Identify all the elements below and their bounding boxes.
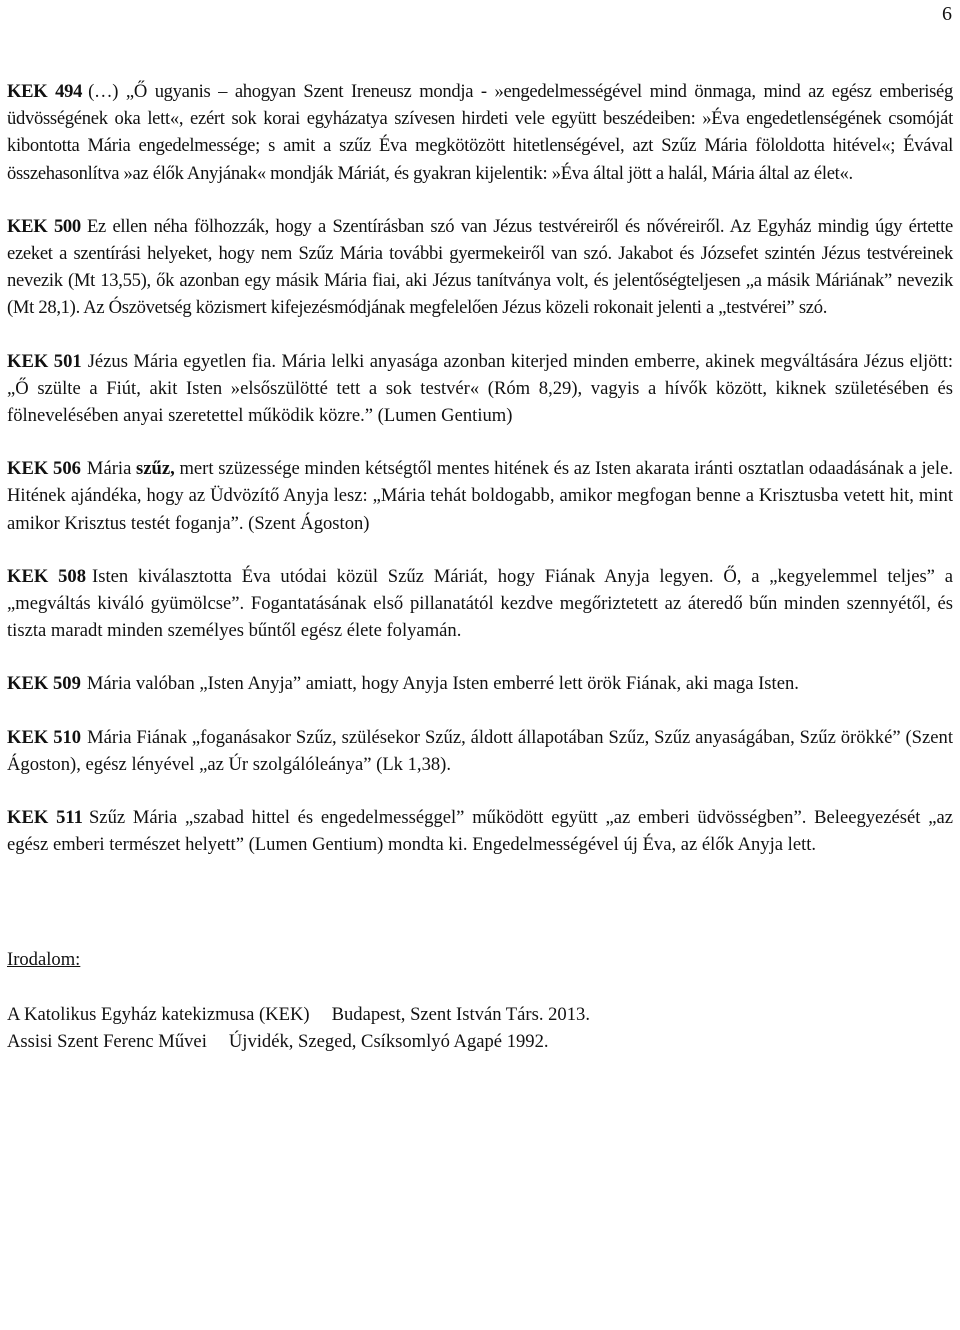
paragraph-kek-511 (7, 804, 953, 858)
paragraph-kek-509 (7, 670, 953, 697)
kek-label: KEK 509 (7, 673, 81, 695)
document-body (7, 78, 953, 1055)
literature-details: Budapest, Szent István Társ. 2013. (331, 1003, 590, 1025)
kek-label: KEK 510 (7, 726, 82, 748)
kek-label: KEK 494 (7, 81, 83, 102)
paragraph-text: (…) „Ő ugyanis – ahogyan Szent Ireneusz mondja - »engedelmességével mind önmaga, mind az egész emberiség üdvösségének oka lett«, ezért sok korai egyházatya szívesen hirdeti vele együtt beszédeiben: »Éva engedetlenségének csomóját kibontotta Mária engedelmessége; s amit a szűz Éva megkötözött hitetlenségével, azt Szűz Mária föloldotta hitével«; Évával összehasonlítva »az élők Anyjának« mondják Máriát, és gyakran kijelentik: »Éva által jött a halál, Mária által az élet«. (7, 81, 953, 184)
paragraph-text: Mária valóban „Isten Anyja” amiatt, hogy Anyja Isten emberré lett örök Fiának, aki maga Isten. (86, 673, 799, 695)
paragraph-text: Mária Fiának „foganásakor Szűz, szülésekor Szűz, áldott állapotában Szűz, Szűz anyaságában, Szűz örökké” (Szent Ágoston), egész lényével „az Úr szolgálóleánya” (Lk 1,38). (7, 726, 953, 775)
literature-item (7, 1001, 953, 1028)
paragraph-kek-510 (7, 724, 953, 778)
literature-details: Újvidék, Szeged, Csíksomlyó Agapé 1992. (228, 1030, 549, 1052)
page-number: 6 (942, 3, 952, 25)
paragraph-text-lead: Mária (86, 458, 132, 480)
kek-label: KEK 501 (7, 350, 82, 372)
paragraph-kek-508 (7, 563, 953, 645)
literature-section (7, 946, 953, 1055)
literature-item (7, 1028, 953, 1055)
paragraph-kek-506 (7, 455, 953, 537)
kek-label: KEK 500 (7, 215, 81, 237)
literature-heading: Irodalom: (7, 949, 81, 971)
paragraph-text: Isten kiválasztotta Éva utódai közül Szűz Máriát, hogy Fiának Anyja legyen. Ő, a „kegyelemmel teljes” a „megváltás kiváló gyümölcse”. Fogantatásának első pillanatától kezdve megőriztetett az áteredő bűn minden szennyétől, és tiszta maradt minden személyes bűntől egész élete folyamán. (7, 565, 953, 642)
literature-title: A Katolikus Egyház katekizmusa (KEK) (7, 1003, 310, 1025)
literature-title: Assisi Szent Ferenc Művei (7, 1030, 207, 1052)
paragraph-text: Szűz Mária „szabad hittel és engedelmességgel” működött együtt „az emberi üdvösségben”. Beleegyezését „az egész emberi természet helyett” (Lumen Gentium) mondta ki. Engedelmességével új Éva, az élők Anyja lett. (7, 807, 953, 856)
kek-label: KEK 506 (7, 458, 81, 480)
paragraph-text: Jézus Mária egyetlen fia. Mária lelki anyasága azonban kiterjed minden emberre, akinek megváltására Jézus eljött: „Ő szülte a Fiút, akit Isten »elsőszülötté tett a sok testvér« (Róm 8,29), vagyis a hívők között, kiknek születésében és fölnevelésében anyai szeretettel működik közre.” (Lumen Gentium) (7, 350, 953, 427)
paragraph-kek-494 (7, 78, 953, 187)
kek-label: KEK 511 (7, 807, 83, 829)
emphasized-word: szűz, (136, 458, 175, 480)
paragraph-kek-500 (7, 213, 953, 322)
paragraph-text: Ez ellen néha fölhozzák, hogy a Szentírásban szó van Jézus testvéreiről és nővéreiről. Az Egyház mindig úgy értette ezeket a szentírási helyeket, hogy nem Szűz Mária további gyermekeiről van szó. Jakabot és Józsefet szintén Jézus testvéreinek nevezik (Mt 13,55), ők azonban egy másik Mária fiai, aki Jézus tanítványa volt, és jelentőségteljesen „a másik Máriának” nevezik (Mt 28,1). Az Ószövetség közismert kifejezésmódjának megfelelően Jézus közeli rokonait jelenti a „testvérei” szó. (7, 215, 953, 319)
paragraph-kek-501 (7, 348, 953, 430)
paragraph-text: mert szüzessége minden kétségtől mentes hitének és az Isten akarata iránti osztatlan odaadásának a jele. Hitének ajándéka, hogy az Üdvözítő Anyja lesz: „Mária tehát boldogabb, amikor megfogan benne a Krisztusba vetett hit, mint amikor Krisztus testét foganja”. (Szent Ágoston) (7, 458, 953, 534)
kek-label: KEK 508 (7, 565, 87, 587)
